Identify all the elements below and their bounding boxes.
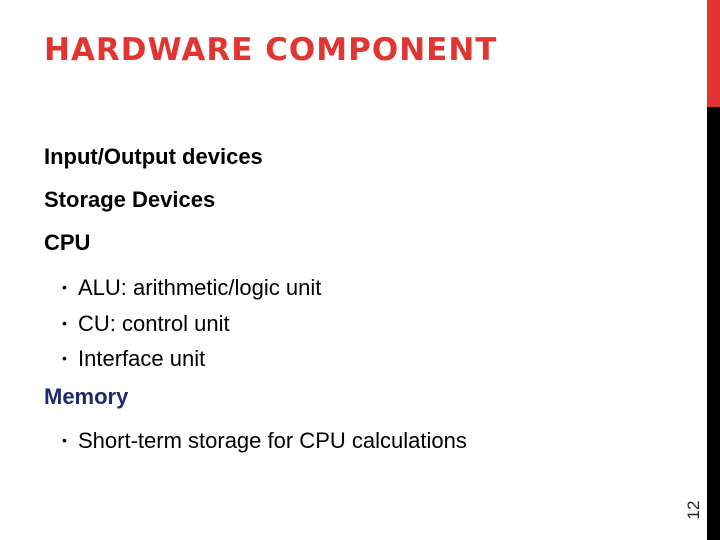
bullet-icon: • bbox=[62, 279, 67, 295]
heading-storage-devices: Storage Devices bbox=[44, 187, 216, 212]
cpu-item-label: ALU: arithmetic/logic unit bbox=[78, 275, 322, 300]
bullet-icon: • bbox=[62, 350, 67, 366]
slide-number: 12 bbox=[684, 500, 703, 520]
slide-title: HARDWARE COMPONENT bbox=[44, 32, 498, 68]
cpu-item-label: CU: control unit bbox=[78, 311, 230, 336]
cpu-item-cu bbox=[62, 309, 230, 338]
heading-memory: Memory bbox=[44, 384, 129, 409]
sidebar-accent bbox=[707, 0, 720, 107]
bullet-icon: • bbox=[62, 315, 67, 331]
cpu-item-alu bbox=[62, 273, 321, 302]
heading-io-devices: Input/Output devices bbox=[44, 144, 263, 169]
memory-item-label: Short-term storage for CPU calculations bbox=[78, 428, 467, 453]
cpu-item-label: Interface unit bbox=[78, 346, 206, 371]
bullet-icon: • bbox=[62, 432, 67, 448]
heading-cpu: CPU bbox=[44, 230, 91, 255]
cpu-item-interface bbox=[62, 344, 205, 373]
memory-item-short-term bbox=[62, 426, 467, 455]
